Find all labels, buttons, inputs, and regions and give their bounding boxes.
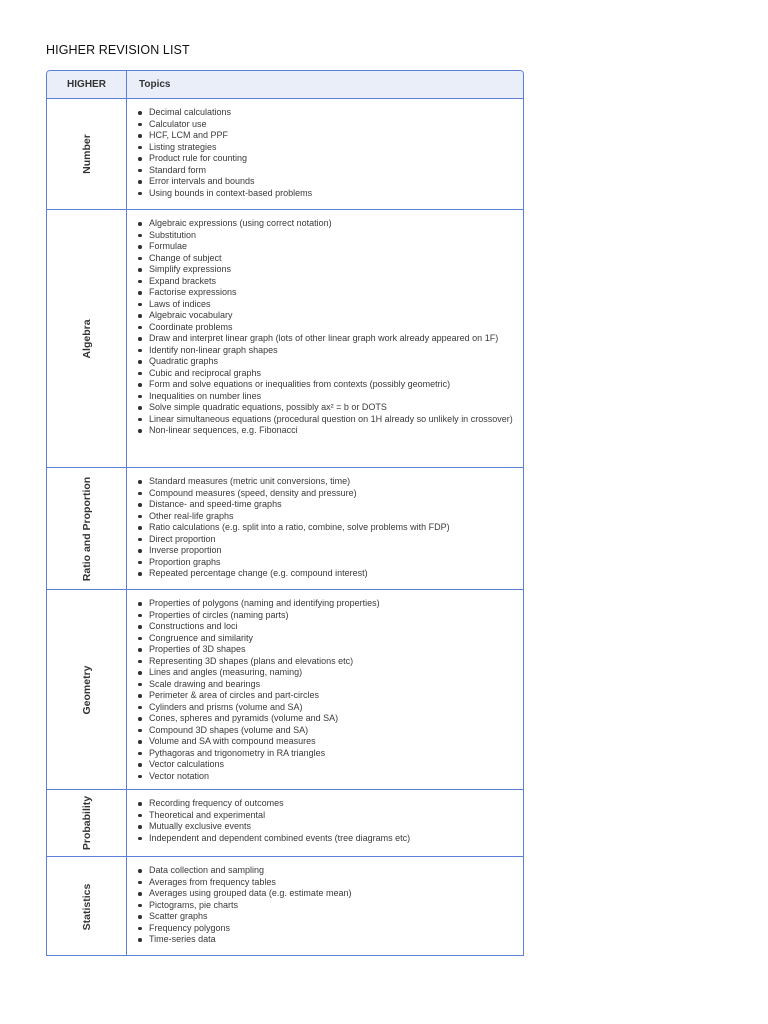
list-item: Coordinate problems	[136, 322, 515, 334]
list-item: Congruence and similarity	[136, 633, 515, 645]
category-label: Geometry	[80, 664, 93, 715]
table-row-ratio-and-proportion	[47, 468, 523, 590]
topic-list	[136, 218, 515, 437]
list-item: Direct proportion	[136, 534, 515, 546]
category-label: Probability	[80, 795, 93, 851]
list-item: Formulae	[136, 241, 515, 253]
list-item: Simplify expressions	[136, 264, 515, 276]
list-item: Laws of indices	[136, 299, 515, 311]
list-item: Averages from frequency tables	[136, 877, 515, 889]
list-item: Representing 3D shapes (plans and elevations etc)	[136, 656, 515, 668]
list-item: Quadratic graphs	[136, 356, 515, 368]
category-label: Algebra	[80, 318, 93, 359]
list-item: Proportion graphs	[136, 557, 515, 569]
list-item: Inequalities on number lines	[136, 391, 515, 403]
list-item: Mutually exclusive events	[136, 821, 515, 833]
category-cell	[47, 790, 127, 856]
list-item: Independent and dependent combined events (tree diagrams etc)	[136, 833, 515, 845]
list-item: Solve simple quadratic equations, possibly ax² = b or DOTS	[136, 402, 515, 414]
list-item: HCF, LCM and PPF	[136, 130, 515, 142]
list-item: Error intervals and bounds	[136, 176, 515, 188]
list-item: Decimal calculations	[136, 107, 515, 119]
list-item: Substitution	[136, 230, 515, 242]
table-row-number	[47, 99, 523, 210]
document-title: HIGHER REVISION LIST	[46, 43, 190, 57]
list-item: Vector calculations	[136, 759, 515, 771]
category-cell	[47, 468, 127, 589]
list-item: Properties of 3D shapes	[136, 644, 515, 656]
list-item: Factorise expressions	[136, 287, 515, 299]
list-item: Volume and SA with compound measures	[136, 736, 515, 748]
list-item: Repeated percentage change (e.g. compound interest)	[136, 568, 515, 580]
list-item: Change of subject	[136, 253, 515, 265]
table-row-algebra	[47, 210, 523, 468]
revision-table	[46, 70, 524, 956]
list-item: Expand brackets	[136, 276, 515, 288]
list-item: Scale drawing and bearings	[136, 679, 515, 691]
category-cell	[47, 857, 127, 956]
list-item: Draw and interpret linear graph (lots of other linear graph work already appeared on 1F)	[136, 333, 515, 345]
list-item: Linear simultaneous equations (procedural question on 1H already so unlikely in crossover)	[136, 414, 515, 426]
table-header-row	[47, 71, 523, 99]
table-row-probability	[47, 790, 523, 857]
list-item: Averages using grouped data (e.g. estimate mean)	[136, 888, 515, 900]
category-cell	[47, 210, 127, 467]
list-item: Using bounds in context-based problems	[136, 188, 515, 200]
list-item: Compound measures (speed, density and pressure)	[136, 488, 515, 500]
list-item: Pictograms, pie charts	[136, 900, 515, 912]
list-item: Constructions and loci	[136, 621, 515, 633]
list-item: Ratio calculations (e.g. split into a ratio, combine, solve problems with FDP)	[136, 522, 515, 534]
list-item: Properties of circles (naming parts)	[136, 610, 515, 622]
table-row-geometry	[47, 590, 523, 790]
list-item: Distance- and speed-time graphs	[136, 499, 515, 511]
topic-list	[136, 107, 515, 199]
list-item: Algebraic expressions (using correct notation)	[136, 218, 515, 230]
list-item: Perimeter & area of circles and part-circles	[136, 690, 515, 702]
list-item: Cones, spheres and pyramids (volume and SA)	[136, 713, 515, 725]
list-item: Compound 3D shapes (volume and SA)	[136, 725, 515, 737]
topic-list	[136, 476, 515, 580]
list-item: Frequency polygons	[136, 923, 515, 935]
category-label: Ratio and Proportion	[80, 476, 93, 581]
header-topics-cell: Topics	[139, 79, 171, 90]
list-item: Cylinders and prisms (volume and SA)	[136, 702, 515, 714]
topic-list	[136, 865, 515, 946]
list-item: Vector notation	[136, 771, 515, 783]
list-item: Pythagoras and trigonometry in RA triangles	[136, 748, 515, 760]
list-item: Data collection and sampling	[136, 865, 515, 877]
topic-list	[136, 598, 515, 782]
list-item: Lines and angles (measuring, naming)	[136, 667, 515, 679]
list-item: Non-linear sequences, e.g. Fibonacci	[136, 425, 515, 437]
list-item: Inverse proportion	[136, 545, 515, 557]
header-category-cell: HIGHER	[47, 71, 127, 98]
list-item: Product rule for counting	[136, 153, 515, 165]
list-item: Other real-life graphs	[136, 511, 515, 523]
list-item: Properties of polygons (naming and identifying properties)	[136, 598, 515, 610]
list-item: Standard form	[136, 165, 515, 177]
list-item: Identify non-linear graph shapes	[136, 345, 515, 357]
category-cell	[47, 99, 127, 209]
list-item: Listing strategies	[136, 142, 515, 154]
list-item: Cubic and reciprocal graphs	[136, 368, 515, 380]
category-label: Number	[80, 134, 93, 174]
list-item: Theoretical and experimental	[136, 810, 515, 822]
topic-list	[136, 798, 515, 844]
list-item: Standard measures (metric unit conversions, time)	[136, 476, 515, 488]
list-item: Recording frequency of outcomes	[136, 798, 515, 810]
list-item: Form and solve equations or inequalities from contexts (possibly geometric)	[136, 379, 515, 391]
list-item: Calculator use	[136, 119, 515, 131]
list-item: Time-series data	[136, 934, 515, 946]
category-cell	[47, 590, 127, 789]
table-row-statistics	[47, 857, 523, 956]
list-item: Scatter graphs	[136, 911, 515, 923]
category-label: Statistics	[80, 883, 93, 930]
list-item: Algebraic vocabulary	[136, 310, 515, 322]
